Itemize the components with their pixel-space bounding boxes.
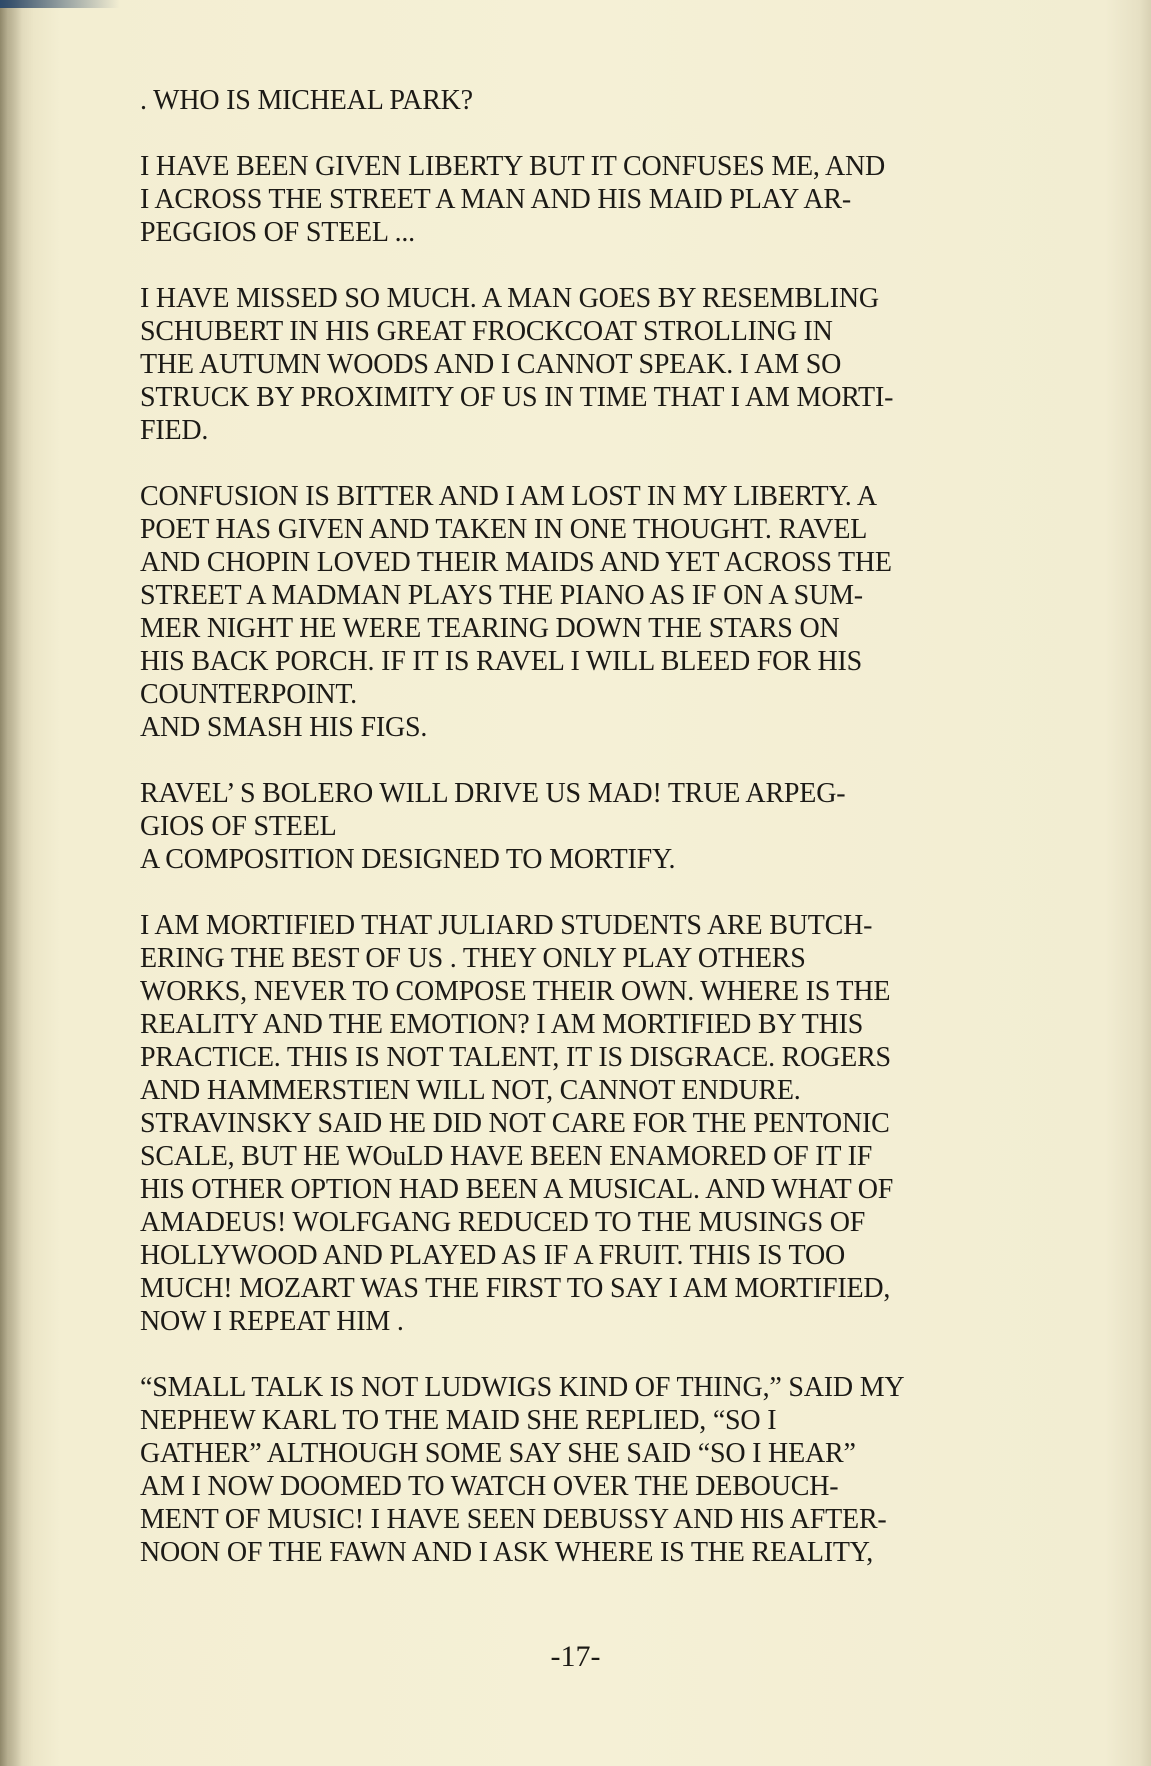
paragraph: “SMALL TALK IS NOT LUDWIGS KIND OF THING,” SAID MY NEPHEW KARL TO THE MAID SHE REPLIED, “SO I GATHER” ALTHOUGH SOME SAY SHE SAID “SO I HEAR” AM I NOW DOOMED TO WATCH OVER THE DEBOUCH- MENT OF MUSIC! I HAVE SEEN DEBUSSY AND HIS AFTER- NOON OF THE FAWN AND I ASK WHERE IS THE REALITY, xyxy=(140,1372,905,1568)
page-number: -17- xyxy=(550,1640,601,1673)
page-text xyxy=(140,84,1020,1602)
paragraph: CONFUSION IS BITTER AND I AM LOST IN MY LIBERTY. A POET HAS GIVEN AND TAKEN IN ONE THOUGHT. RAVEL AND CHOPIN LOVED THEIR MAIDS AND YET ACROSS THE STREET A MADMAN PLAYS THE PIANO AS IF ON A SUM- MER NIGHT HE WERE TEARING DOWN THE STARS ON HIS BACK PORCH. IF IT IS RAVEL I WILL BLEED FOR HIS COUNTERPOINT. AND SMASH HIS FIGS. xyxy=(140,481,892,743)
page-edge-shadow xyxy=(0,0,120,8)
paragraph: I AM MORTIFIED THAT JULIARD STUDENTS ARE BUTCH- ERING THE BEST OF US . THEY ONLY PLAY OTHERS WORKS, NEVER TO COMPOSE THEIR OWN. WHERE IS THE REALITY AND THE EMOTION? I AM MORTIFIED BY THIS PRACTICE. THIS IS NOT TALENT, IT IS DISGRACE. ROGERS AND HAMMERSTIEN WILL NOT, CANNOT ENDURE. STRAVINSKY SAID HE DID NOT CARE FOR THE PENTONIC SCALE, BUT HE WOuLD HAVE BEEN ENAMORED OF IT IF HIS OTHER OPTION HAD BEEN A MUSICAL. AND WHAT OF AMADEUS! WOLFGANG REDUCED TO THE MUSINGS OF HOLLYWOOD AND PLAYED AS IF A FRUIT. THIS IS TOO MUCH! MOZART WAS THE FIRST TO SAY I AM MORTIFIED, NOW I REPEAT HIM . xyxy=(140,910,894,1337)
page-spine-shadow xyxy=(0,0,22,1766)
paragraph: I HAVE BEEN GIVEN LIBERTY BUT IT CONFUSES ME, AND I ACROSS THE STREET A MAN AND HIS MAID PLAY AR- PEGGIOS OF STEEL ... xyxy=(140,151,886,248)
paragraph-heading: . WHO IS MICHEAL PARK? xyxy=(140,85,473,116)
paragraph: I HAVE MISSED SO MUCH. A MAN GOES BY RESEMBLING SCHUBERT IN HIS GREAT FROCKCOAT STROLLING IN THE AUTUMN WOODS AND I CANNOT SPEAK. I AM SO STRUCK BY PROXIMITY OF US IN TIME THAT I AM MORTI- FIED. xyxy=(140,283,894,446)
paragraph: RAVEL’ S BOLERO WILL DRIVE US MAD! TRUE ARPEG- GIOS OF STEEL A COMPOSITION DESIGNED TO MORTIFY. xyxy=(140,778,846,875)
